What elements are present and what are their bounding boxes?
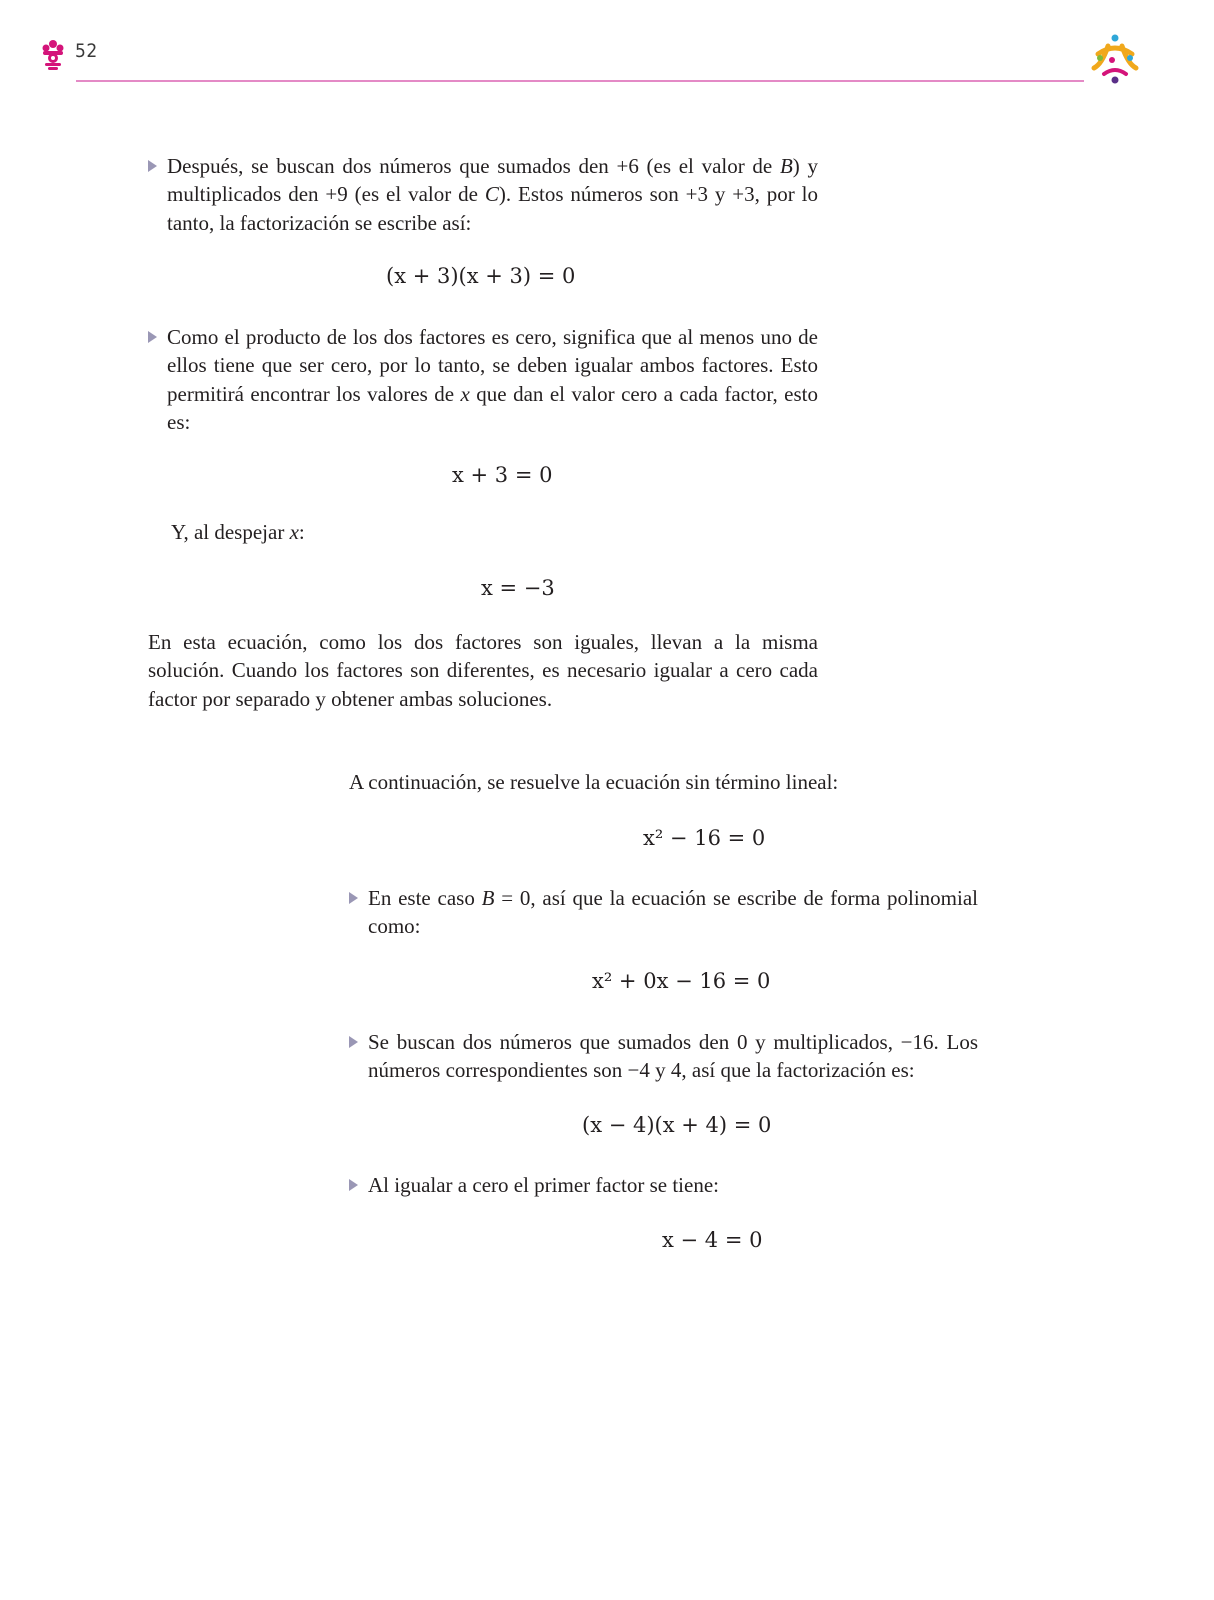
bullet-item: En este caso B = 0, así que la ecuación se escribe de forma polinomial como: [368,884,978,941]
colorful-figure-logo-icon [1088,34,1142,88]
header-rule [76,80,1084,82]
equation: x² − 16 = 0 [643,826,766,850]
bullet-item: Se buscan dos números que sumados den 0 y multiplicados, −16. Los números correspondientes son −4 y 4, así que la factorización es: [368,1028,978,1085]
equation: x − 4 = 0 [662,1228,763,1252]
equation: (x + 3)(x + 3) = 0 [386,264,576,288]
bullet-arrow-icon [148,331,157,343]
bullet-arrow-icon [148,160,157,172]
equation: (x − 4)(x + 4) = 0 [582,1113,772,1137]
page-number: 52 [75,40,98,62]
equation: x = −3 [481,576,555,600]
bullet-item: Al igualar a cero el primer factor se tiene: [368,1171,978,1199]
flower-ornament-icon [39,38,67,70]
bullet-item: Como el producto de los dos factores es cero, significa que al menos uno de ellos tiene que ser cero, por lo tanto, se deben igualar ambos factores. Esto permitirá encontrar los valores de x que dan el valor cero a cada factor, esto es: [167,323,818,437]
paragraph: En esta ecuación, como los dos factores son iguales, llevan a la misma solución. Cuando los factores son diferentes, es necesario igualar a cero cada factor por separado y obtener ambas soluciones. [148,630,818,711]
equation: x + 3 = 0 [452,463,553,487]
section-intro: A continuación, se resuelve la ecuación sin término lineal: [349,770,839,794]
bullet-item: Después, se buscan dos números que sumados den +6 (es el valor de B) y multiplicados den +9 (es el valor de C). Estos números son +3 y +3, por lo tanto, la factorización se escribe así: [167,152,818,237]
bullet-arrow-icon [349,1179,358,1191]
clear-variable-text: Y, al despejar x: [171,520,305,544]
bullet-arrow-icon [349,892,358,904]
bullet-arrow-icon [349,1036,358,1048]
equation: x² + 0x − 16 = 0 [592,969,771,993]
